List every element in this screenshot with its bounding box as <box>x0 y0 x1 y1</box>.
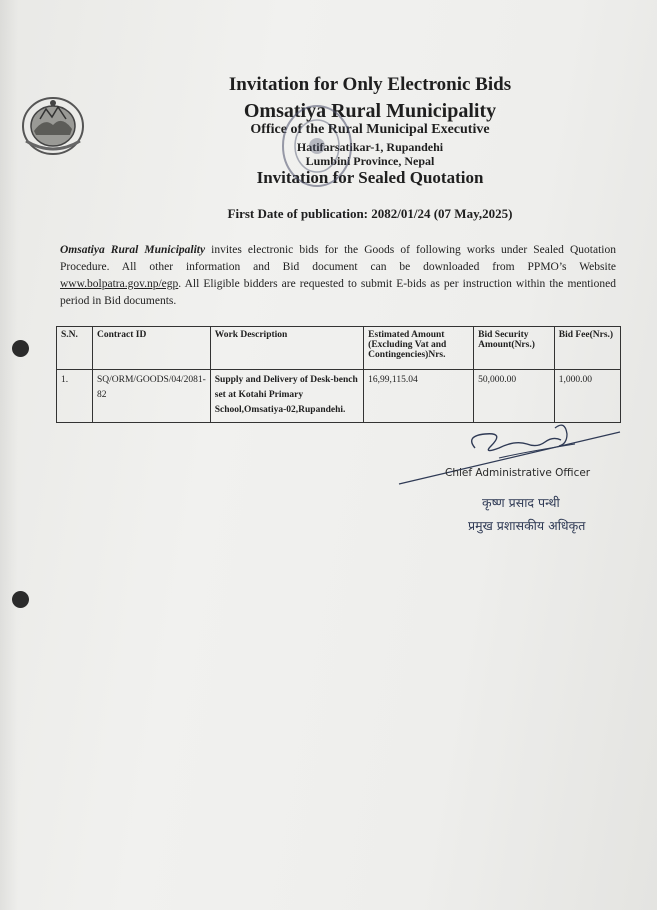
page-edge-shadow <box>0 0 18 910</box>
intro-organization: Omsatiya Rural Municipality <box>60 244 206 256</box>
table-row <box>57 370 621 423</box>
publication-date: First Date of publication: 2082/01/24 (07 May,2025) <box>227 206 513 221</box>
header-electronic-bids: Invitation for Only Electronic Bids <box>228 74 512 95</box>
col-header-sn: S.N. <box>57 327 93 370</box>
cell-estimated-amount: 16,99,115.04 <box>364 370 474 423</box>
office-address: Hatifarsatikar-1, Rupandehi <box>296 140 444 154</box>
punch-hole-lower <box>12 591 29 608</box>
cell-bid-security: 50,000.00 <box>474 370 555 423</box>
cell-work-description: Supply and Delivery of Desk-bench set at Kotahi Primary School,Omsatiya-02,Rupandehi. <box>210 370 363 423</box>
table-header-row <box>57 327 621 370</box>
municipality-name: Omsatiya Rural Municipality <box>243 100 497 122</box>
cell-contract-id: SQ/ORM/GOODS/04/2081-82 <box>93 370 211 423</box>
province-country: Lumbini Province, Nepal <box>305 154 435 168</box>
signatory-title: Chief Administrative Officer <box>445 467 591 479</box>
col-header-contract-id: Contract ID <box>93 327 211 370</box>
punch-hole-upper <box>12 340 29 357</box>
col-header-bid-fee: Bid Fee(Nrs.) <box>554 327 620 370</box>
ppmo-website-link[interactable]: www.bolpatra.gov.np/egp <box>60 278 179 290</box>
office-name: Office of the Rural Municipal Executive <box>250 122 490 137</box>
signatory-title-nepali: प्रमुख प्रशासकीय अधिकृत <box>468 518 586 533</box>
col-header-estimated-amount: Estimated Amount (Excluding Vat and Contingencies)Nrs. <box>364 327 474 370</box>
intro-text-1: invites electronic bids for the Goods of following works under Sealed Quotation Procedure. All other information and Bid document can be downloaded from PPMO’s Website <box>60 244 616 273</box>
col-header-bid-security: Bid Security Amount(Nrs.) <box>474 327 555 370</box>
col-header-work-description: Work Description <box>210 327 363 370</box>
signatory-name-nepali: कृष्ण प्रसाद पन्थी <box>482 495 560 510</box>
cell-bid-fee: 1,000.00 <box>554 370 620 423</box>
header-sealed-quotation: Invitation for Sealed Quotation <box>256 168 484 187</box>
invitation-paragraph <box>60 242 616 310</box>
intro-text-2: . All Eligible bidders are requested to submit E-bids as per instruction within the mentioned period in Bid documents. <box>60 278 616 307</box>
bid-table <box>56 326 621 423</box>
cell-sn: 1. <box>57 370 93 423</box>
nepal-emblem-logo <box>20 95 86 157</box>
